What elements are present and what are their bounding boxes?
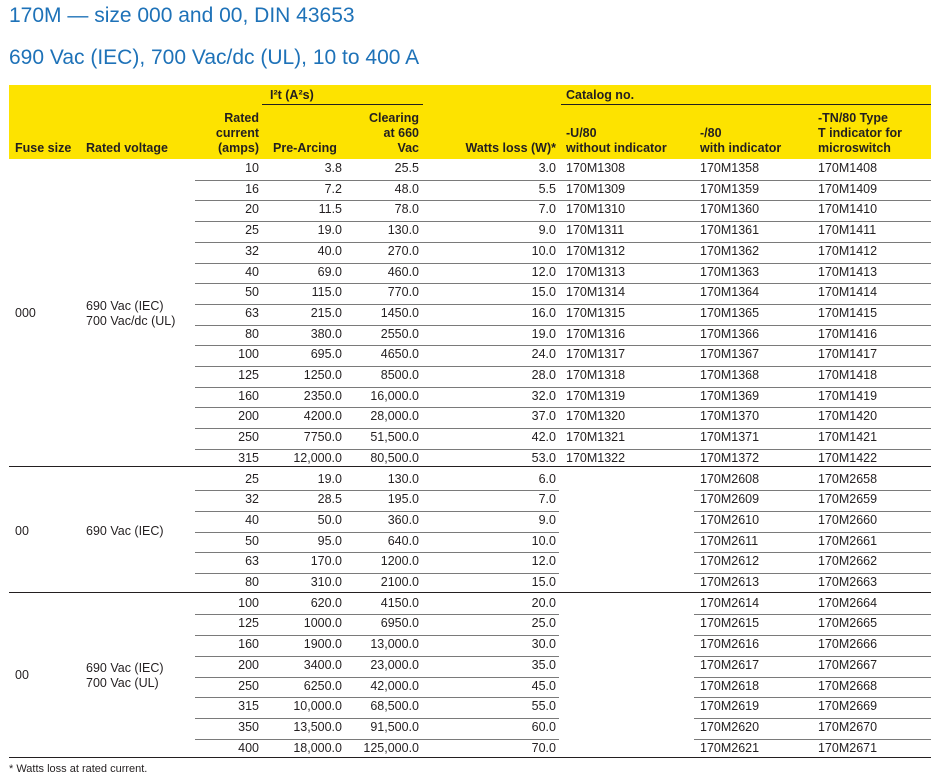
u80-catalog-cell: 170M1316 bbox=[566, 327, 626, 341]
group-000-fuse-size: 000 bbox=[15, 306, 36, 320]
tn80-catalog-cell: 170M2662 bbox=[818, 554, 878, 568]
clearing-cell: 770.0 bbox=[387, 285, 419, 299]
clearing-cell: 25.5 bbox=[394, 161, 419, 175]
rated-current-cell: 250 bbox=[238, 679, 259, 693]
group-00-a-fuse-size: 00 bbox=[15, 524, 29, 538]
watts-loss-cell: 35.0 bbox=[531, 658, 556, 672]
pre-arcing-cell: 380.0 bbox=[310, 327, 342, 341]
tn80-catalog-cell: 170M2663 bbox=[818, 575, 878, 589]
clearing-cell: 460.0 bbox=[387, 265, 419, 279]
clearing-cell: 80,500.0 bbox=[370, 451, 419, 465]
u80-catalog-cell: 170M1321 bbox=[566, 430, 626, 444]
col-header-clearing: Clearing at 660 Vac bbox=[368, 111, 419, 155]
row-divider bbox=[195, 221, 931, 222]
rated-current-cell: 63 bbox=[245, 306, 259, 320]
watts-loss-cell: 42.0 bbox=[531, 430, 556, 444]
rated-current-cell: 16 bbox=[245, 182, 259, 196]
with-indicator-catalog-cell: 170M2620 bbox=[700, 720, 760, 734]
with-indicator-catalog-cell: 170M1372 bbox=[700, 451, 760, 465]
tn80-catalog-cell: 170M2668 bbox=[818, 679, 878, 693]
with-indicator-catalog-cell: 170M1359 bbox=[700, 182, 760, 196]
watts-loss-cell: 32.0 bbox=[531, 389, 556, 403]
clearing-cell: 78.0 bbox=[394, 202, 419, 216]
clearing-cell: 6950.0 bbox=[380, 616, 419, 630]
watts-loss-cell: 24.0 bbox=[531, 347, 556, 361]
clearing-cell: 195.0 bbox=[387, 492, 419, 506]
u80-catalog-cell: 170M1320 bbox=[566, 409, 626, 423]
watts-loss-cell: 25.0 bbox=[531, 616, 556, 630]
watts-loss-cell: 7.0 bbox=[538, 492, 556, 506]
with-indicator-catalog-cell: 170M2615 bbox=[700, 616, 760, 630]
watts-loss-cell: 6.0 bbox=[538, 472, 556, 486]
group-000-voltage: 690 Vac (IEC) 700 Vac/dc (UL) bbox=[86, 299, 176, 328]
clearing-cell: 8500.0 bbox=[380, 368, 419, 382]
row-divider bbox=[195, 387, 931, 388]
row-divider bbox=[195, 263, 931, 264]
rated-current-cell: 160 bbox=[238, 389, 259, 403]
row-divider bbox=[195, 407, 931, 408]
row-divider bbox=[195, 283, 931, 284]
col-header-pre-arcing: Pre-Arcing bbox=[273, 141, 337, 155]
row-divider bbox=[195, 200, 931, 201]
u80-catalog-cell: 170M1318 bbox=[566, 368, 626, 382]
tn80-catalog-cell: 170M2661 bbox=[818, 534, 878, 548]
watts-loss-cell: 9.0 bbox=[538, 223, 556, 237]
u80-catalog-cell: 170M1317 bbox=[566, 347, 626, 361]
watts-loss-cell: 37.0 bbox=[531, 409, 556, 423]
clearing-cell: 360.0 bbox=[387, 513, 419, 527]
rated-current-cell: 32 bbox=[245, 492, 259, 506]
with-indicator-catalog-cell: 170M1360 bbox=[700, 202, 760, 216]
pre-arcing-cell: 19.0 bbox=[317, 472, 342, 486]
tn80-catalog-cell: 170M2671 bbox=[818, 741, 878, 755]
footnote: * Watts loss at rated current. bbox=[9, 763, 148, 775]
u80-catalog-cell: 170M1315 bbox=[566, 306, 626, 320]
u80-catalog-cell: 170M1311 bbox=[566, 223, 625, 237]
pre-arcing-cell: 1250.0 bbox=[303, 368, 342, 382]
watts-loss-cell: 3.0 bbox=[538, 161, 556, 175]
row-divider bbox=[195, 677, 559, 678]
clearing-cell: 130.0 bbox=[387, 472, 419, 486]
clearing-cell: 4650.0 bbox=[380, 347, 419, 361]
rated-current-cell: 32 bbox=[245, 244, 259, 258]
row-divider bbox=[195, 304, 931, 305]
rated-current-cell: 20 bbox=[245, 202, 259, 216]
row-divider bbox=[694, 656, 931, 657]
tn80-catalog-cell: 170M2664 bbox=[818, 596, 878, 610]
watts-loss-cell: 16.0 bbox=[531, 306, 556, 320]
with-indicator-catalog-cell: 170M2608 bbox=[700, 472, 760, 486]
row-divider bbox=[195, 697, 559, 698]
clearing-cell: 23,000.0 bbox=[370, 658, 419, 672]
watts-loss-cell: 55.0 bbox=[531, 699, 556, 713]
tn80-catalog-cell: 170M2660 bbox=[818, 513, 878, 527]
group-00-b-fuse-size: 00 bbox=[15, 668, 29, 682]
watts-loss-cell: 28.0 bbox=[531, 368, 556, 382]
row-divider bbox=[694, 697, 931, 698]
col-header-tn80: -TN/80 Type T indicator for microswitch bbox=[818, 111, 903, 155]
tn80-catalog-cell: 170M1408 bbox=[818, 161, 878, 175]
pre-arcing-cell: 40.0 bbox=[317, 244, 342, 258]
watts-loss-cell: 9.0 bbox=[538, 513, 556, 527]
with-indicator-catalog-cell: 170M2621 bbox=[700, 741, 760, 755]
pre-arcing-cell: 69.0 bbox=[317, 265, 342, 279]
row-divider bbox=[195, 718, 559, 719]
with-indicator-catalog-cell: 170M2611 bbox=[700, 534, 759, 548]
with-indicator-catalog-cell: 170M2613 bbox=[700, 575, 760, 589]
row-divider bbox=[694, 490, 931, 491]
tn80-catalog-cell: 170M1419 bbox=[818, 389, 878, 403]
rated-current-cell: 400 bbox=[238, 741, 259, 755]
tn80-catalog-cell: 170M1410 bbox=[818, 202, 878, 216]
rated-current-cell: 40 bbox=[245, 265, 259, 279]
group-separator bbox=[9, 592, 931, 593]
u80-catalog-cell: 170M1322 bbox=[566, 451, 626, 465]
rated-current-cell: 200 bbox=[238, 409, 259, 423]
col-header-rated-current: Rated current (amps) bbox=[215, 111, 259, 155]
pre-arcing-cell: 10,000.0 bbox=[293, 699, 342, 713]
rated-current-cell: 80 bbox=[245, 327, 259, 341]
with-indicator-catalog-cell: 170M2614 bbox=[700, 596, 760, 610]
clearing-cell: 51,500.0 bbox=[370, 430, 419, 444]
pre-arcing-cell: 215.0 bbox=[310, 306, 342, 320]
rated-current-cell: 63 bbox=[245, 554, 259, 568]
rated-current-cell: 25 bbox=[245, 472, 259, 486]
row-divider bbox=[195, 552, 559, 553]
tn80-catalog-cell: 170M2659 bbox=[818, 492, 878, 506]
pre-arcing-cell: 6250.0 bbox=[303, 679, 342, 693]
pre-arcing-cell: 12,000.0 bbox=[293, 451, 342, 465]
clearing-cell: 48.0 bbox=[394, 182, 419, 196]
col-header-rated-voltage: Rated voltage bbox=[86, 141, 168, 155]
u80-catalog-cell: 170M1309 bbox=[566, 182, 626, 196]
with-indicator-catalog-cell: 170M1368 bbox=[700, 368, 760, 382]
rated-current-cell: 80 bbox=[245, 575, 259, 589]
pre-arcing-cell: 310.0 bbox=[310, 575, 342, 589]
watts-loss-cell: 10.0 bbox=[531, 534, 556, 548]
pre-arcing-cell: 3.8 bbox=[324, 161, 342, 175]
with-indicator-catalog-cell: 170M2612 bbox=[700, 554, 760, 568]
rated-current-cell: 25 bbox=[245, 223, 259, 237]
with-indicator-catalog-cell: 170M1369 bbox=[700, 389, 760, 403]
clearing-cell: 68,500.0 bbox=[370, 699, 419, 713]
catalog-group-divider bbox=[561, 104, 931, 105]
row-divider bbox=[195, 511, 559, 512]
rated-current-cell: 50 bbox=[245, 285, 259, 299]
group-00-a-voltage: 690 Vac (IEC) bbox=[86, 524, 164, 538]
u80-catalog-cell: 170M1313 bbox=[566, 265, 626, 279]
pre-arcing-cell: 95.0 bbox=[317, 534, 342, 548]
rated-current-cell: 250 bbox=[238, 430, 259, 444]
row-divider bbox=[195, 614, 559, 615]
page-title: 170M — size 000 and 00, DIN 43653 bbox=[9, 4, 355, 27]
rated-current-cell: 125 bbox=[238, 368, 259, 382]
clearing-cell: 130.0 bbox=[387, 223, 419, 237]
row-divider bbox=[694, 614, 931, 615]
rated-current-cell: 200 bbox=[238, 658, 259, 672]
rated-current-cell: 160 bbox=[238, 637, 259, 651]
group-separator bbox=[9, 466, 931, 467]
i2t-group-label: I²t (A²s) bbox=[270, 88, 314, 102]
pre-arcing-cell: 115.0 bbox=[311, 285, 342, 299]
with-indicator-catalog-cell: 170M1361 bbox=[700, 223, 760, 237]
watts-loss-cell: 45.0 bbox=[531, 679, 556, 693]
rated-current-cell: 315 bbox=[238, 451, 259, 465]
pre-arcing-cell: 170.0 bbox=[310, 554, 342, 568]
tn80-catalog-cell: 170M2665 bbox=[818, 616, 878, 630]
tn80-catalog-cell: 170M2667 bbox=[818, 658, 878, 672]
watts-loss-cell: 10.0 bbox=[531, 244, 556, 258]
table-bottom-rule bbox=[9, 757, 931, 758]
row-divider bbox=[195, 490, 559, 491]
watts-loss-cell: 19.0 bbox=[531, 327, 556, 341]
pre-arcing-cell: 2350.0 bbox=[303, 389, 342, 403]
u80-catalog-cell: 170M1312 bbox=[566, 244, 626, 258]
catalog-group-label: Catalog no. bbox=[566, 88, 635, 102]
tn80-catalog-cell: 170M1420 bbox=[818, 409, 878, 423]
tn80-catalog-cell: 170M2666 bbox=[818, 637, 878, 651]
pre-arcing-cell: 13,500.0 bbox=[293, 720, 342, 734]
row-divider bbox=[195, 428, 931, 429]
with-indicator-catalog-cell: 170M1366 bbox=[700, 327, 760, 341]
pre-arcing-cell: 1000.0 bbox=[303, 616, 342, 630]
with-indicator-catalog-cell: 170M2616 bbox=[700, 637, 760, 651]
with-indicator-catalog-cell: 170M2618 bbox=[700, 679, 760, 693]
u80-catalog-cell: 170M1310 bbox=[566, 202, 626, 216]
watts-loss-cell: 5.5 bbox=[538, 182, 556, 196]
watts-loss-cell: 15.0 bbox=[531, 285, 556, 299]
pre-arcing-cell: 19.0 bbox=[317, 223, 342, 237]
u80-catalog-cell: 170M1319 bbox=[566, 389, 626, 403]
row-divider bbox=[694, 718, 931, 719]
clearing-cell: 270.0 bbox=[387, 244, 419, 258]
tn80-catalog-cell: 170M1413 bbox=[818, 265, 878, 279]
watts-loss-cell: 15.0 bbox=[531, 575, 556, 589]
clearing-cell: 16,000.0 bbox=[370, 389, 419, 403]
tn80-catalog-cell: 170M1411 bbox=[818, 223, 877, 237]
row-divider bbox=[195, 180, 931, 181]
clearing-cell: 28,000.0 bbox=[370, 409, 419, 423]
with-indicator-catalog-cell: 170M1363 bbox=[700, 265, 760, 279]
i2t-group-divider bbox=[262, 104, 423, 105]
with-indicator-catalog-cell: 170M1358 bbox=[700, 161, 760, 175]
col-header-u80: -U/80 without indicator bbox=[566, 126, 667, 155]
row-divider bbox=[694, 677, 931, 678]
rated-current-cell: 350 bbox=[238, 720, 259, 734]
col-header-80: -/80 with indicator bbox=[700, 126, 782, 155]
rated-current-cell: 40 bbox=[245, 513, 259, 527]
with-indicator-catalog-cell: 170M1365 bbox=[700, 306, 760, 320]
row-divider bbox=[694, 552, 931, 553]
clearing-cell: 1450.0 bbox=[380, 306, 419, 320]
tn80-catalog-cell: 170M1412 bbox=[818, 244, 878, 258]
pre-arcing-cell: 7.2 bbox=[324, 182, 342, 196]
rated-current-cell: 50 bbox=[245, 534, 259, 548]
row-divider bbox=[195, 325, 931, 326]
row-divider bbox=[694, 635, 931, 636]
clearing-cell: 125,000.0 bbox=[363, 741, 419, 755]
watts-loss-cell: 12.0 bbox=[531, 554, 556, 568]
tn80-catalog-cell: 170M1418 bbox=[818, 368, 878, 382]
clearing-cell: 2100.0 bbox=[380, 575, 419, 589]
page-subtitle: 690 Vac (IEC), 700 Vac/dc (UL), 10 to 400 A bbox=[9, 46, 420, 69]
pre-arcing-cell: 695.0 bbox=[310, 347, 342, 361]
rated-current-cell: 10 bbox=[245, 161, 259, 175]
with-indicator-catalog-cell: 170M1367 bbox=[700, 347, 760, 361]
tn80-catalog-cell: 170M2658 bbox=[818, 472, 878, 486]
with-indicator-catalog-cell: 170M1370 bbox=[700, 409, 760, 423]
watts-loss-cell: 70.0 bbox=[531, 741, 556, 755]
with-indicator-catalog-cell: 170M1362 bbox=[700, 244, 760, 258]
clearing-cell: 13,000.0 bbox=[370, 637, 419, 651]
tn80-catalog-cell: 170M1417 bbox=[818, 347, 878, 361]
tn80-catalog-cell: 170M1416 bbox=[818, 327, 878, 341]
group-00-b-voltage: 690 Vac (IEC) 700 Vac (UL) bbox=[86, 661, 164, 690]
pre-arcing-cell: 1900.0 bbox=[303, 637, 342, 651]
row-divider bbox=[694, 511, 931, 512]
clearing-cell: 2550.0 bbox=[380, 327, 419, 341]
tn80-catalog-cell: 170M1422 bbox=[818, 451, 878, 465]
pre-arcing-cell: 11.5 bbox=[318, 202, 342, 216]
with-indicator-catalog-cell: 170M1364 bbox=[700, 285, 760, 299]
tn80-catalog-cell: 170M1414 bbox=[818, 285, 878, 299]
row-divider bbox=[195, 345, 931, 346]
col-header-fuse-size: Fuse size bbox=[15, 141, 72, 155]
pre-arcing-cell: 3400.0 bbox=[303, 658, 342, 672]
with-indicator-catalog-cell: 170M2617 bbox=[700, 658, 760, 672]
rated-current-cell: 100 bbox=[238, 347, 259, 361]
tn80-catalog-cell: 170M2669 bbox=[818, 699, 878, 713]
pre-arcing-cell: 7750.0 bbox=[303, 430, 342, 444]
pre-arcing-cell: 28.5 bbox=[317, 492, 342, 506]
row-divider bbox=[195, 656, 559, 657]
with-indicator-catalog-cell: 170M2610 bbox=[700, 513, 760, 527]
row-divider bbox=[195, 573, 559, 574]
u80-catalog-cell: 170M1314 bbox=[566, 285, 626, 299]
clearing-cell: 1200.0 bbox=[380, 554, 419, 568]
rated-current-cell: 125 bbox=[238, 616, 259, 630]
row-divider bbox=[195, 532, 559, 533]
with-indicator-catalog-cell: 170M2619 bbox=[700, 699, 760, 713]
clearing-cell: 4150.0 bbox=[380, 596, 419, 610]
pre-arcing-cell: 18,000.0 bbox=[293, 741, 342, 755]
pre-arcing-cell: 4200.0 bbox=[303, 409, 342, 423]
row-divider bbox=[195, 449, 931, 450]
watts-loss-cell: 60.0 bbox=[531, 720, 556, 734]
with-indicator-catalog-cell: 170M2609 bbox=[700, 492, 760, 506]
clearing-cell: 42,000.0 bbox=[370, 679, 419, 693]
tn80-catalog-cell: 170M2670 bbox=[818, 720, 878, 734]
watts-loss-cell: 12.0 bbox=[531, 265, 556, 279]
row-divider bbox=[195, 242, 931, 243]
rated-current-cell: 315 bbox=[238, 699, 259, 713]
row-divider bbox=[694, 739, 931, 740]
u80-catalog-cell: 170M1308 bbox=[566, 161, 626, 175]
watts-loss-cell: 7.0 bbox=[538, 202, 556, 216]
watts-loss-cell: 53.0 bbox=[531, 451, 556, 465]
tn80-catalog-cell: 170M1409 bbox=[818, 182, 878, 196]
tn80-catalog-cell: 170M1415 bbox=[818, 306, 878, 320]
row-divider bbox=[195, 739, 559, 740]
clearing-cell: 640.0 bbox=[387, 534, 419, 548]
tn80-catalog-cell: 170M1421 bbox=[818, 430, 878, 444]
with-indicator-catalog-cell: 170M1371 bbox=[700, 430, 760, 444]
pre-arcing-cell: 50.0 bbox=[317, 513, 342, 527]
col-header-watts-loss: Watts loss (W)* bbox=[465, 141, 556, 155]
watts-loss-cell: 30.0 bbox=[531, 637, 556, 651]
row-divider bbox=[694, 532, 931, 533]
watts-loss-cell: 20.0 bbox=[531, 596, 556, 610]
rated-current-cell: 100 bbox=[238, 596, 259, 610]
pre-arcing-cell: 620.0 bbox=[310, 596, 342, 610]
clearing-cell: 91,500.0 bbox=[370, 720, 419, 734]
row-divider bbox=[694, 573, 931, 574]
row-divider bbox=[195, 366, 931, 367]
row-divider bbox=[195, 635, 559, 636]
